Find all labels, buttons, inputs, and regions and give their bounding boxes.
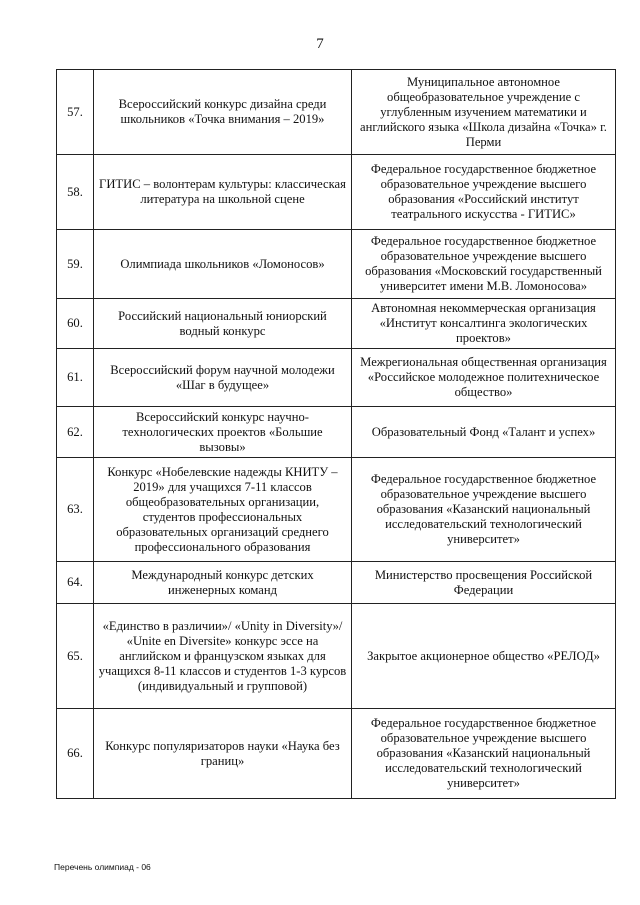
table-row <box>57 604 616 709</box>
row-number: 66. <box>57 709 94 799</box>
olympiad-table <box>56 69 616 799</box>
row-number: 58. <box>57 155 94 230</box>
organizer: Федеральное государственное бюджетное образовательное учреждение высшего образования «Российский институт театрального искусства - ГИТИС» <box>352 155 616 230</box>
organizer: Муниципальное автономное общеобразовательное учреждение с углубленным изучением математики и английского языка «Школа дизайна «Точка» г. Перми <box>352 70 616 155</box>
row-number: 65. <box>57 604 94 709</box>
event-name: Международный конкурс детских инженерных команд <box>94 562 352 604</box>
organizer: Автономная некоммерческая организация «Институт консалтинга экологических проектов» <box>352 299 616 349</box>
organizer: Межрегиональная общественная организация «Российское молодежное политехническое общество» <box>352 349 616 407</box>
event-name: Конкурс популяризаторов науки «Наука без границ» <box>94 709 352 799</box>
organizer: Закрытое акционерное общество «РЕЛОД» <box>352 604 616 709</box>
row-number: 62. <box>57 407 94 458</box>
event-name: Всероссийский конкурс научно-технологических проектов «Большие вызовы» <box>94 407 352 458</box>
table-row <box>57 155 616 230</box>
event-name: Олимпиада школьников «Ломоносов» <box>94 230 352 299</box>
organizer: Федеральное государственное бюджетное образовательное учреждение высшего образования «Казанский национальный исследовательский технологический университет» <box>352 709 616 799</box>
event-name: Всероссийский конкурс дизайна среди школьников «Точка внимания – 2019» <box>94 70 352 155</box>
row-number: 61. <box>57 349 94 407</box>
organizer: Федеральное государственное бюджетное образовательное учреждение высшего образования «Московский государственный университет имени М.В. Ломоносова» <box>352 230 616 299</box>
organizer: Министерство просвещения Российской Федерации <box>352 562 616 604</box>
table-row <box>57 458 616 562</box>
event-name: Российский национальный юниорский водный конкурс <box>94 299 352 349</box>
table-row <box>57 230 616 299</box>
table-row <box>57 70 616 155</box>
page-number: 7 <box>316 36 324 52</box>
table-row <box>57 349 616 407</box>
row-number: 63. <box>57 458 94 562</box>
organizer: Образовательный Фонд «Талант и успех» <box>352 407 616 458</box>
event-name: Всероссийский форум научной молодежи «Шаг в будущее» <box>94 349 352 407</box>
event-name: Конкурс «Нобелевские надежды КНИТУ – 2019» для учащихся 7-11 классов общеобразовательных организации, студентов профессиональных образовательных организаций среднего профессионального образования <box>94 458 352 562</box>
table-row <box>57 562 616 604</box>
row-number: 59. <box>57 230 94 299</box>
table-row <box>57 299 616 349</box>
row-number: 64. <box>57 562 94 604</box>
row-number: 60. <box>57 299 94 349</box>
event-name: «Единство в различии»/ «Unity in Diversity»/ «Unite en Diversite» конкурс эссе на английском и французском языках для учащихся 8-11 классов и студентов 1-3 курсов (индивидуальный и групповой) <box>94 604 352 709</box>
footer-text: Перечень олимпиад - 06 <box>54 862 151 872</box>
table-row <box>57 407 616 458</box>
event-name: ГИТИС – волонтерам культуры: классическая литература на школьной сцене <box>94 155 352 230</box>
organizer: Федеральное государственное бюджетное образовательное учреждение высшего образования «Казанский национальный исследовательский технологический университет» <box>352 458 616 562</box>
table-row <box>57 709 616 799</box>
row-number: 57. <box>57 70 94 155</box>
